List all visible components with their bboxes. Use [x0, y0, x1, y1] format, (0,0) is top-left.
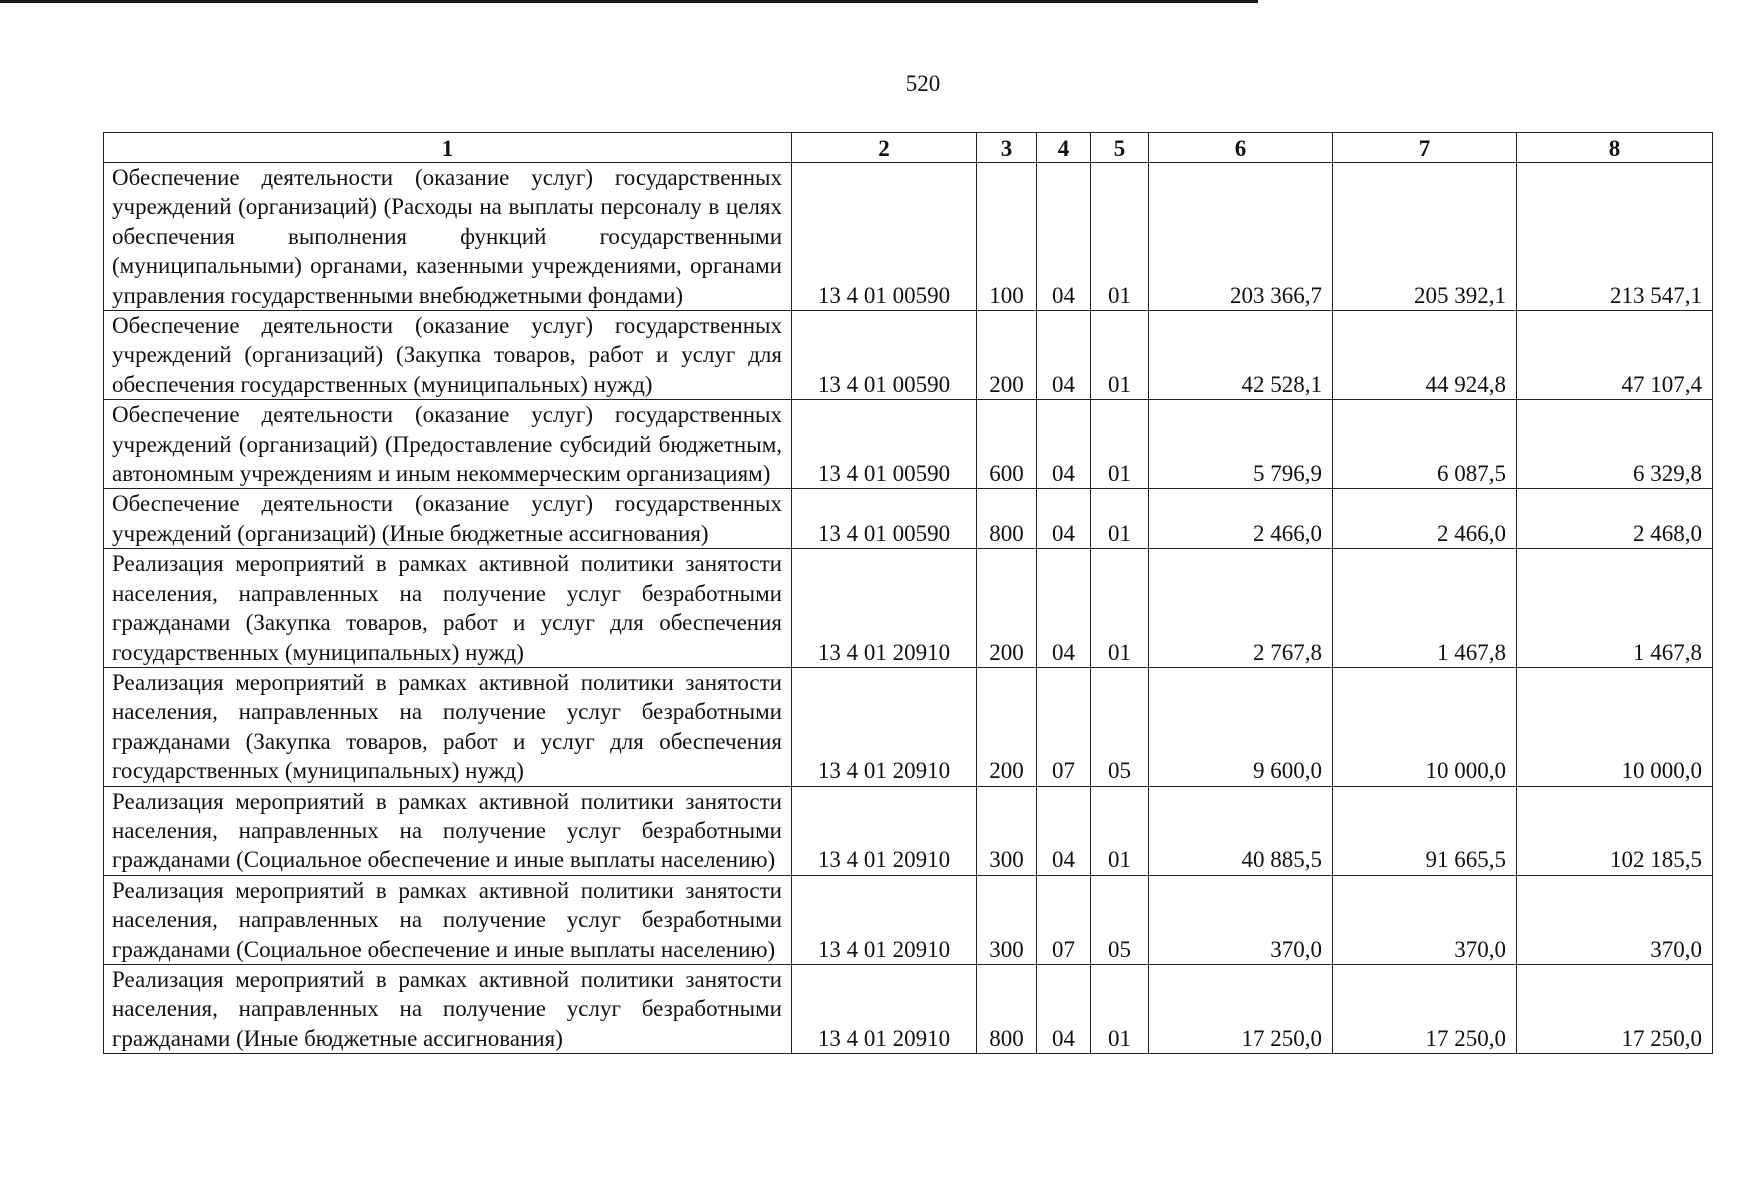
row-col5: 01	[1091, 163, 1149, 311]
header-col-1: 1	[104, 133, 792, 163]
row-code: 13 4 01 20910	[792, 667, 977, 786]
table-row	[104, 964, 1713, 1053]
row-col6: 2 767,8	[1149, 549, 1333, 668]
row-col3: 300	[977, 875, 1037, 964]
row-description: Реализация мероприятий в рамках активной политики занятости населения, направленных на получение услуг безработными гражданами (Закупка товаров, работ и услуг для обеспечения государственных (муниципальных) нужд)	[104, 549, 792, 668]
row-col6: 203 366,7	[1149, 163, 1333, 311]
row-col8: 47 107,4	[1517, 311, 1713, 400]
row-code: 13 4 01 00590	[792, 163, 977, 311]
row-col3: 200	[977, 549, 1037, 668]
row-col4: 04	[1037, 400, 1091, 489]
table-row	[104, 400, 1713, 489]
row-col5: 01	[1091, 549, 1149, 668]
row-col7: 17 250,0	[1333, 964, 1517, 1053]
table-row	[104, 786, 1713, 875]
row-col4: 07	[1037, 875, 1091, 964]
row-description: Обеспечение деятельности (оказание услуг) государственных учреждений (организаций) (Иные бюджетные ассигнования)	[104, 489, 792, 549]
row-col7: 205 392,1	[1333, 163, 1517, 311]
table-body	[104, 163, 1713, 1054]
header-col-8: 8	[1517, 133, 1713, 163]
row-col5: 05	[1091, 667, 1149, 786]
row-description: Реализация мероприятий в рамках активной политики занятости населения, направленных на получение услуг безработными гражданами (Закупка товаров, работ и услуг для обеспечения государственных (муниципальных) нужд)	[104, 667, 792, 786]
row-description: Реализация мероприятий в рамках активной политики занятости населения, направленных на получение услуг безработными гражданами (Социальное обеспечение и иные выплаты населению)	[104, 875, 792, 964]
row-col5: 05	[1091, 875, 1149, 964]
header-col-7: 7	[1333, 133, 1517, 163]
row-code: 13 4 01 00590	[792, 489, 977, 549]
row-col8: 213 547,1	[1517, 163, 1713, 311]
row-col8: 10 000,0	[1517, 667, 1713, 786]
row-code: 13 4 01 20910	[792, 786, 977, 875]
row-col3: 100	[977, 163, 1037, 311]
table-row	[104, 163, 1713, 311]
table-row	[104, 875, 1713, 964]
table-row	[104, 549, 1713, 668]
row-col3: 600	[977, 400, 1037, 489]
row-col7: 44 924,8	[1333, 311, 1517, 400]
row-col6: 5 796,9	[1149, 400, 1333, 489]
row-col7: 370,0	[1333, 875, 1517, 964]
row-code: 13 4 01 20910	[792, 549, 977, 668]
row-col4: 04	[1037, 163, 1091, 311]
row-col6: 9 600,0	[1149, 667, 1333, 786]
row-description: Реализация мероприятий в рамках активной политики занятости населения, направленных на получение услуг безработными гражданами (Иные бюджетные ассигнования)	[104, 964, 792, 1053]
row-code: 13 4 01 20910	[792, 875, 977, 964]
row-col6: 370,0	[1149, 875, 1333, 964]
row-col5: 01	[1091, 400, 1149, 489]
row-col8: 2 468,0	[1517, 489, 1713, 549]
header-col-6: 6	[1149, 133, 1333, 163]
row-col4: 07	[1037, 667, 1091, 786]
row-col8: 370,0	[1517, 875, 1713, 964]
header-row	[104, 133, 1713, 163]
row-description: Реализация мероприятий в рамках активной политики занятости населения, направленных на получение услуг безработными гражданами (Социальное обеспечение и иные выплаты населению)	[104, 786, 792, 875]
row-col7: 10 000,0	[1333, 667, 1517, 786]
row-col7: 91 665,5	[1333, 786, 1517, 875]
header-col-2: 2	[792, 133, 977, 163]
row-col4: 04	[1037, 549, 1091, 668]
header-col-5: 5	[1091, 133, 1149, 163]
row-col8: 17 250,0	[1517, 964, 1713, 1053]
top-rule	[0, 0, 1258, 3]
row-code: 13 4 01 00590	[792, 311, 977, 400]
row-col5: 01	[1091, 786, 1149, 875]
row-col6: 2 466,0	[1149, 489, 1333, 549]
row-col4: 04	[1037, 489, 1091, 549]
row-col6: 42 528,1	[1149, 311, 1333, 400]
row-col7: 6 087,5	[1333, 400, 1517, 489]
row-col8: 6 329,8	[1517, 400, 1713, 489]
table-row	[104, 489, 1713, 549]
row-col8: 102 185,5	[1517, 786, 1713, 875]
row-col4: 04	[1037, 311, 1091, 400]
row-description: Обеспечение деятельности (оказание услуг) государственных учреждений (организаций) (Расходы на выплаты персоналу в целях обеспечения выполнения функций государственными (муниципальными) органами, казенными учреждениями, органами управления государственными внебюджетными фондами)	[104, 163, 792, 311]
row-col4: 04	[1037, 786, 1091, 875]
budget-table	[103, 132, 1713, 1054]
row-col6: 17 250,0	[1149, 964, 1333, 1053]
table-row	[104, 667, 1713, 786]
row-description: Обеспечение деятельности (оказание услуг) государственных учреждений (организаций) (Закупка товаров, работ и услуг для обеспечения государственных (муниципальных) нужд)	[104, 311, 792, 400]
row-col5: 01	[1091, 964, 1149, 1053]
header-col-3: 3	[977, 133, 1037, 163]
row-col6: 40 885,5	[1149, 786, 1333, 875]
row-col8: 1 467,8	[1517, 549, 1713, 668]
page-number: 520	[905, 71, 941, 96]
row-col3: 800	[977, 489, 1037, 549]
table-header	[104, 133, 1713, 163]
row-col3: 300	[977, 786, 1037, 875]
row-col3: 200	[977, 311, 1037, 400]
row-col5: 01	[1091, 489, 1149, 549]
row-description: Обеспечение деятельности (оказание услуг) государственных учреждений (организаций) (Предоставление субсидий бюджетным, автономным учреждениям и иным некоммерческим организациям)	[104, 400, 792, 489]
row-col7: 1 467,8	[1333, 549, 1517, 668]
row-col3: 200	[977, 667, 1037, 786]
table-row	[104, 311, 1713, 400]
row-code: 13 4 01 20910	[792, 964, 977, 1053]
row-col5: 01	[1091, 311, 1149, 400]
header-col-4: 4	[1037, 133, 1091, 163]
row-col7: 2 466,0	[1333, 489, 1517, 549]
row-col4: 04	[1037, 964, 1091, 1053]
row-code: 13 4 01 00590	[792, 400, 977, 489]
row-col3: 800	[977, 964, 1037, 1053]
